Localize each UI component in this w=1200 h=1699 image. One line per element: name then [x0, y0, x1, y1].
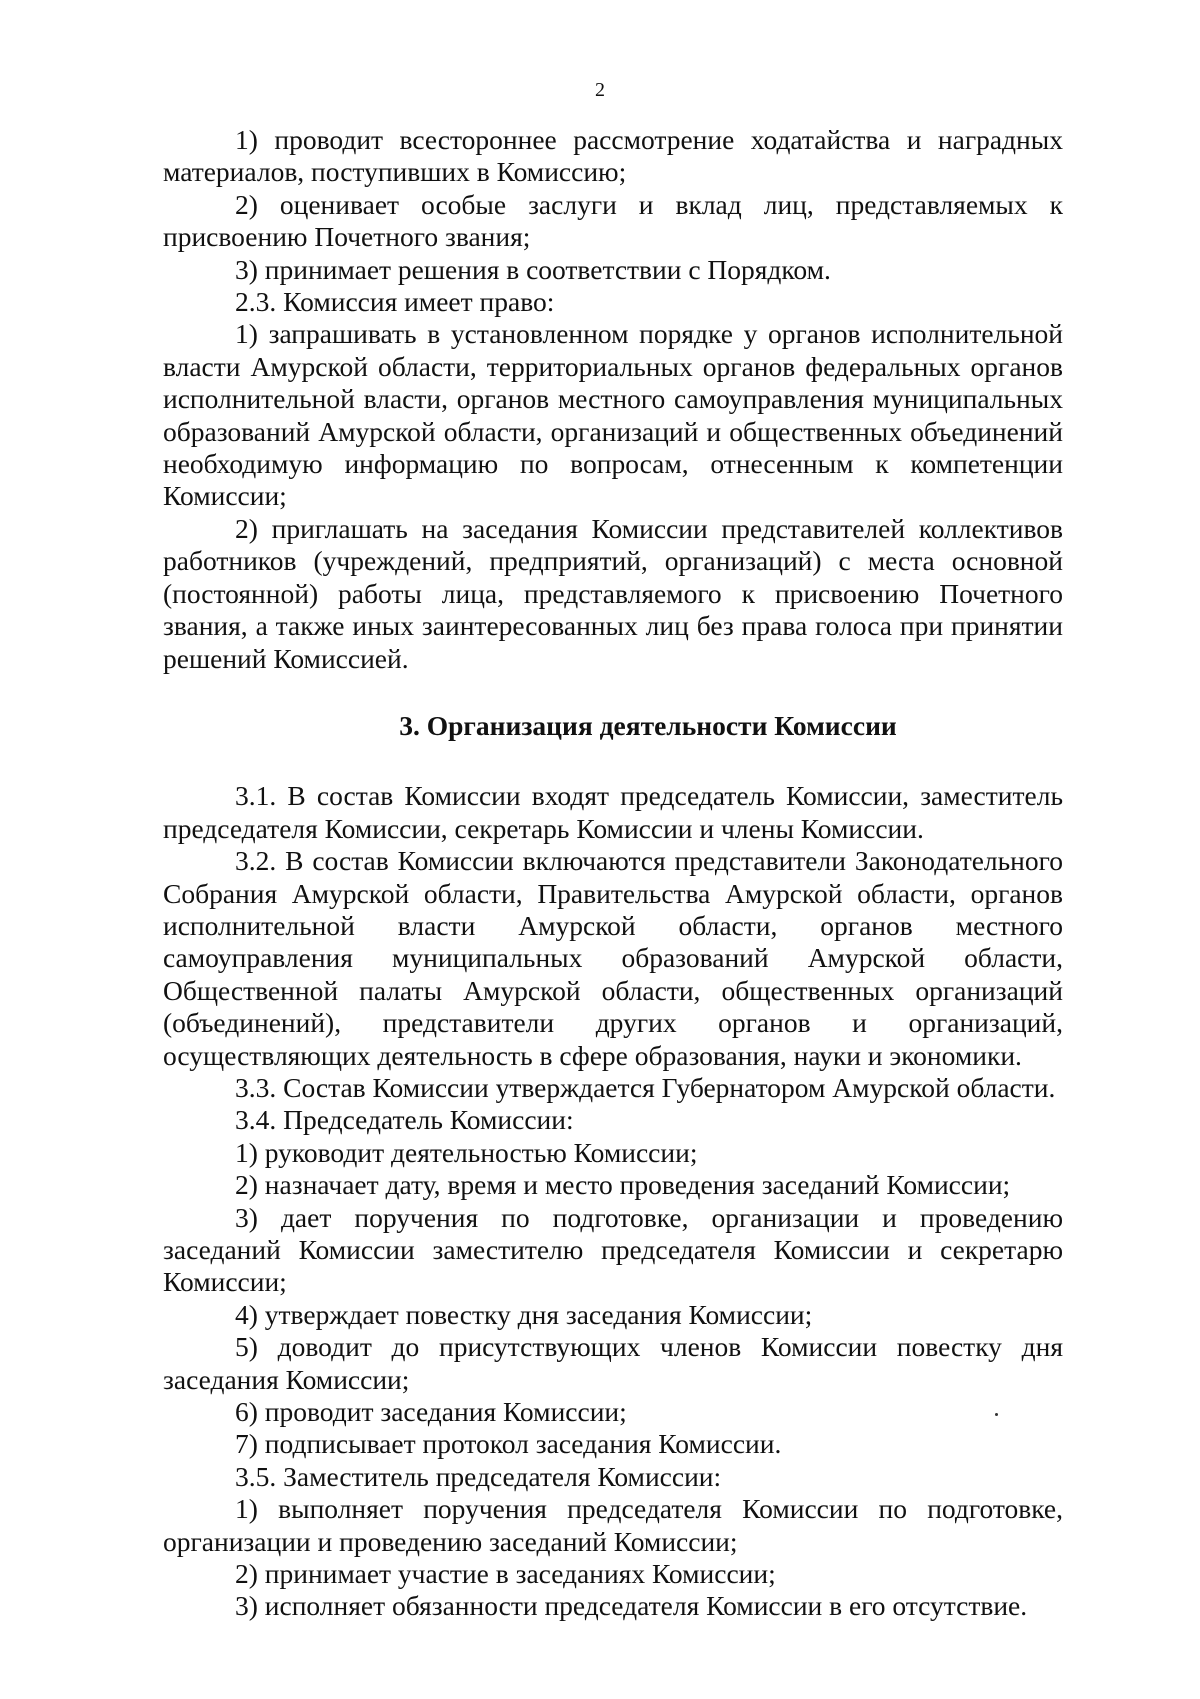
paragraph: 3.5. Заместитель председателя Комиссии: [235, 1460, 722, 1492]
paragraph: 2) оценивает особые заслуги и вклад лиц, представляемых к присвоению Почетного звания; [163, 188, 1063, 253]
paragraph: 5) доводит до присутствующих членов Комиссии повестку дня заседания Комиссии; [163, 1331, 1063, 1395]
page-number: 2 [595, 79, 605, 101]
paragraph: 1) запрашивать в установленном порядке у органов исполнительной власти Амурской области, территориальных органов федеральных органов исполнительной власти, органов местного самоуправления муниципальных образований Амурской области, организаций и общественных объединений необходимую информацию по вопросам, отнесенным к компетенции Комиссии; [163, 318, 1063, 512]
paragraph: 3.3. Состав Комиссии утверждается Губернатором Амурской области. [235, 1071, 1056, 1103]
paragraph: 2) приглашать на заседания Комиссии представителей коллективов работников (учреждений, предприятий, организаций) с места основной (постоянной) работы лица, представляемого к присвоению Почетного звания, а также иных заинтересованных лиц без права голоса при принятии решений Комиссией. [163, 512, 1063, 674]
paragraph: 3) дает поручения по подготовке, организации и проведению заседаний Комиссии заместителю председателя Комиссии и секретарю Комиссии; [163, 1201, 1063, 1298]
paragraph: 3) принимает решения в соответствии с Порядком. [235, 253, 831, 285]
paragraph: 3.2. В состав Комиссии включаются представители Законодательного Собрания Амурской области, Правительства Амурской области, органов исполнительной власти Амурской области, органов местного самоуправления муниципальных образований Амурской области, Общественной палаты Амурской области, общественных организаций (объединений), представители других органов и организаций, осуществляющих деятельность в сфере образования, науки и экономики. [163, 845, 1063, 1071]
scan-speck [995, 1413, 998, 1416]
paragraph: 2.3. Комиссия имеет право: [235, 286, 555, 318]
section-heading: 3. Организация деятельности Комиссии [399, 709, 897, 741]
paragraph: 6) проводит заседания Комиссии; [235, 1396, 627, 1428]
paragraph: 1) руководит деятельностью Комиссии; [235, 1136, 698, 1168]
paragraph: 1) проводит всестороннее рассмотрение ходатайства и наградных материалов, поступивших в Комиссию; [163, 124, 1063, 188]
paragraph: 2) принимает участие в заседаниях Комиссии; [235, 1558, 776, 1590]
paragraph: 4) утверждает повестку дня заседания Комиссии; [235, 1298, 813, 1330]
paragraph: 3) исполняет обязанности председателя Комиссии в его отсутствие. [235, 1590, 1028, 1622]
paragraph: 2) назначает дату, время и место проведения заседаний Комиссии; [235, 1169, 1011, 1201]
paragraph: 1) выполняет поручения председателя Комиссии по подготовке, организации и проведению заседаний Комиссии; [163, 1493, 1063, 1557]
document-body [163, 124, 1063, 1623]
paragraph: 7) подписывает протокол заседания Комиссии. [235, 1428, 782, 1460]
paragraph: 3.1. В состав Комиссии входят председатель Комиссии, заместитель председателя Комиссии, секретарь Комиссии и члены Комиссии. [163, 780, 1063, 844]
paragraph: 3.4. Председатель Комиссии: [235, 1104, 574, 1136]
